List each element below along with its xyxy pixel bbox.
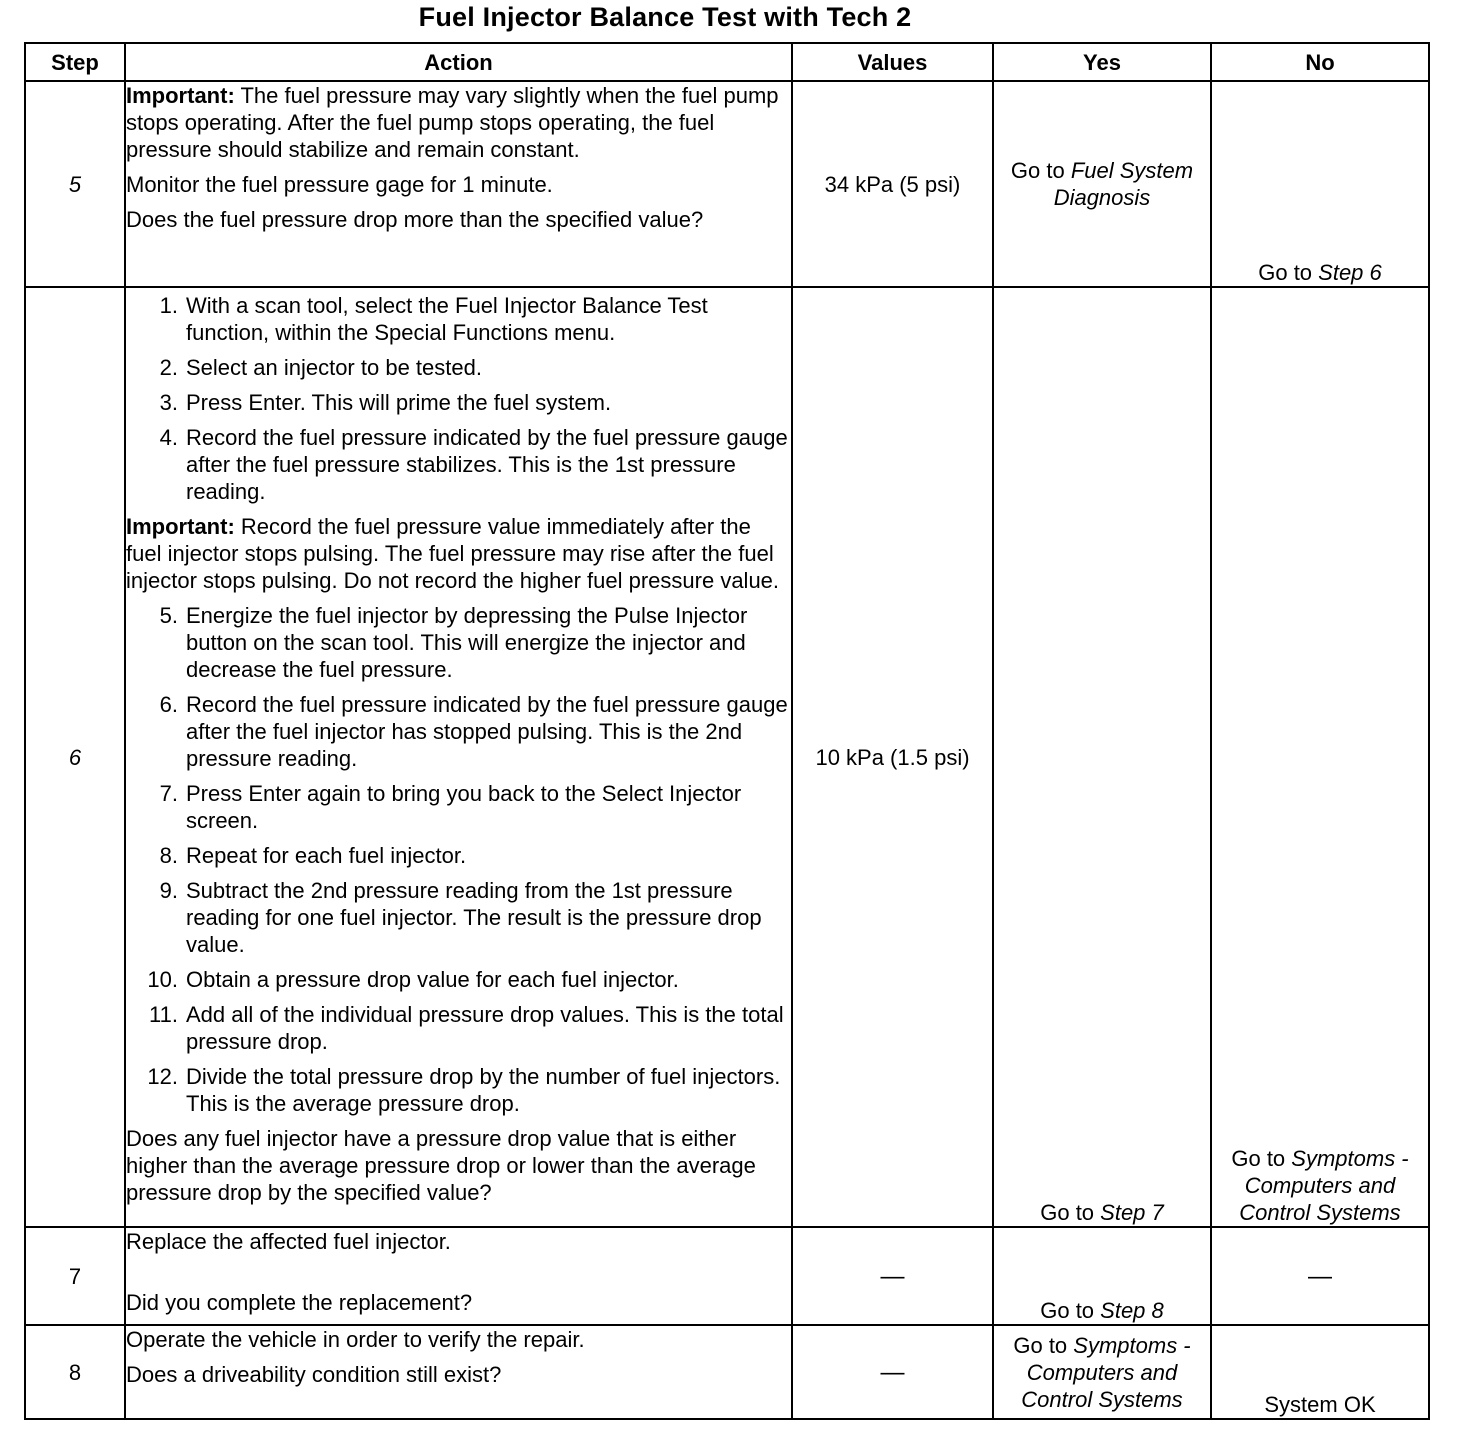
substep-text: Press Enter again to bring you back to the Select Injector screen. (186, 781, 742, 833)
table-row-step-6 (25, 287, 1429, 1227)
step-number: 8 (25, 1325, 125, 1419)
document-title: Fuel Injector Balance Test with Tech 2 (418, 2, 912, 32)
diagnostic-table (24, 42, 1430, 1420)
list-item (126, 424, 791, 505)
list-item (126, 877, 791, 958)
yes-cell (993, 1227, 1211, 1325)
table-row-step-5 (25, 81, 1429, 287)
substep-number: 8. (159, 843, 178, 868)
substep-text: Record the fuel pressure indicated by the fuel pressure gauge after the fuel injector has stopped pulsing. This is the 2nd pressure reading. (186, 692, 788, 771)
value-cell: 34 kPa (5 psi) (792, 81, 993, 287)
substep-text: Record the fuel pressure indicated by the fuel pressure gauge after the fuel pressure stabilizes. This is the 1st pressure reading. (186, 425, 788, 504)
substep-text: Press Enter. This will prime the fuel system. (186, 390, 612, 415)
step-number: 7 (25, 1227, 125, 1325)
header-no: No (1211, 43, 1429, 81)
action-cell (125, 81, 792, 287)
no-prefix: Go to (1231, 1146, 1292, 1171)
table-header-row (25, 43, 1429, 81)
question-text: Does a driveability condition still exist? (126, 1362, 502, 1387)
substep-number: 9. (159, 878, 178, 903)
important-label: Important: (126, 514, 235, 539)
list-item (126, 389, 791, 416)
instruction-text: Monitor the fuel pressure gage for 1 minute. (126, 172, 553, 197)
substep-text: Add all of the individual pressure drop values. This is the total pressure drop. (186, 1002, 784, 1054)
yes-prefix: Go to (1040, 1298, 1101, 1323)
substep-text: Obtain a pressure drop value for each fuel injector. (186, 967, 679, 992)
list-item (126, 602, 791, 683)
step-number: 5 (25, 81, 125, 287)
action-cell (125, 1325, 792, 1419)
substep-text: Divide the total pressure drop by the number of fuel injectors. This is the average pressure drop. (186, 1064, 781, 1116)
substep-number: 6. (159, 692, 178, 717)
step-number: 6 (25, 287, 125, 1227)
yes-cell (993, 1325, 1211, 1419)
substep-text: Subtract the 2nd pressure reading from the 1st pressure reading for one fuel injector. The result is the pressure drop value. (186, 878, 762, 957)
substep-text: Energize the fuel injector by depressing the Pulse Injector button on the scan tool. This will energize the injector and decrease the fuel pressure. (186, 603, 748, 682)
substep-number: 10. (147, 967, 178, 992)
substep-list-b (126, 602, 791, 1117)
substep-number: 3. (159, 390, 178, 415)
no-link[interactable]: Step 6 (1318, 260, 1382, 285)
substep-text: Repeat for each fuel injector. (186, 843, 467, 868)
substep-number: 7. (159, 781, 178, 806)
header-values: Values (792, 43, 993, 81)
list-item (126, 966, 791, 993)
action-cell (125, 287, 792, 1227)
list-item (126, 842, 791, 869)
value-cell: — (792, 1227, 993, 1325)
substep-number: 1. (159, 293, 178, 318)
list-item (126, 780, 791, 834)
question-text: Did you complete the replacement? (126, 1290, 473, 1315)
yes-link[interactable]: Fuel System Diagnosis (1053, 158, 1194, 210)
yes-prefix: Go to (1013, 1332, 1074, 1358)
important-text: The fuel pressure may vary slightly when the fuel pump stops operating. After the fuel pump stops operating, the fuel pressure should stabilize and remain constant. (126, 83, 779, 162)
important-note (126, 513, 791, 594)
yes-link[interactable]: Step 7 (1100, 1200, 1164, 1225)
list-item (126, 292, 791, 346)
substep-number: 5. (159, 603, 178, 628)
list-item (126, 1001, 791, 1055)
no-cell (1211, 81, 1429, 287)
yes-link[interactable]: Step 8 (1100, 1298, 1164, 1323)
list-item (126, 691, 791, 772)
important-label: Important: (126, 83, 235, 108)
substep-text: Select an injector to be tested. (186, 355, 482, 380)
substep-text: With a scan tool, select the Fuel Injector Balance Test function, within the Special Functions menu. (186, 293, 708, 345)
question-text: Does any fuel injector have a pressure drop value that is either higher than the average pressure drop or lower than the average pressure drop by the specified value? (126, 1126, 756, 1205)
table-row-step-8 (25, 1325, 1429, 1419)
value-cell: — (792, 1325, 993, 1419)
header-action: Action (125, 43, 792, 81)
substep-number: 2. (159, 355, 178, 380)
no-link[interactable]: Symptoms - Computers and Control Systems (1239, 1146, 1409, 1225)
no-prefix: Go to (1258, 260, 1319, 285)
list-item (126, 354, 791, 381)
substep-list-a (126, 292, 791, 505)
question-text: Does the fuel pressure drop more than the specified value? (126, 207, 704, 232)
list-item (126, 1063, 791, 1117)
yes-cell (993, 81, 1211, 287)
substep-number: 4. (159, 425, 178, 450)
yes-cell (993, 287, 1211, 1227)
substep-number: 12. (147, 1064, 178, 1089)
substep-number: 11. (149, 1002, 178, 1027)
table-row-step-7 (25, 1227, 1429, 1325)
yes-prefix: Go to (1010, 158, 1071, 183)
header-step: Step (25, 43, 125, 81)
no-cell: System OK (1211, 1325, 1429, 1419)
important-note (126, 82, 791, 163)
no-cell (1211, 287, 1429, 1227)
action-cell (125, 1227, 792, 1325)
yes-prefix: Go to (1040, 1200, 1101, 1225)
no-cell: — (1211, 1227, 1429, 1325)
instruction-text: Replace the affected fuel injector. (126, 1229, 451, 1254)
instruction-text: Operate the vehicle in order to verify the repair. (126, 1327, 585, 1352)
value-cell: 10 kPa (1.5 psi) (792, 287, 993, 1227)
yes-link[interactable]: Symptoms - Computers and Control Systems (1021, 1332, 1191, 1412)
important-text: Record the fuel pressure value immediately after the fuel injector stops pulsing. The fuel pressure may rise after the fuel injector stops pulsing. Do not record the higher fuel pressure value. (126, 514, 780, 593)
header-yes: Yes (993, 43, 1211, 81)
